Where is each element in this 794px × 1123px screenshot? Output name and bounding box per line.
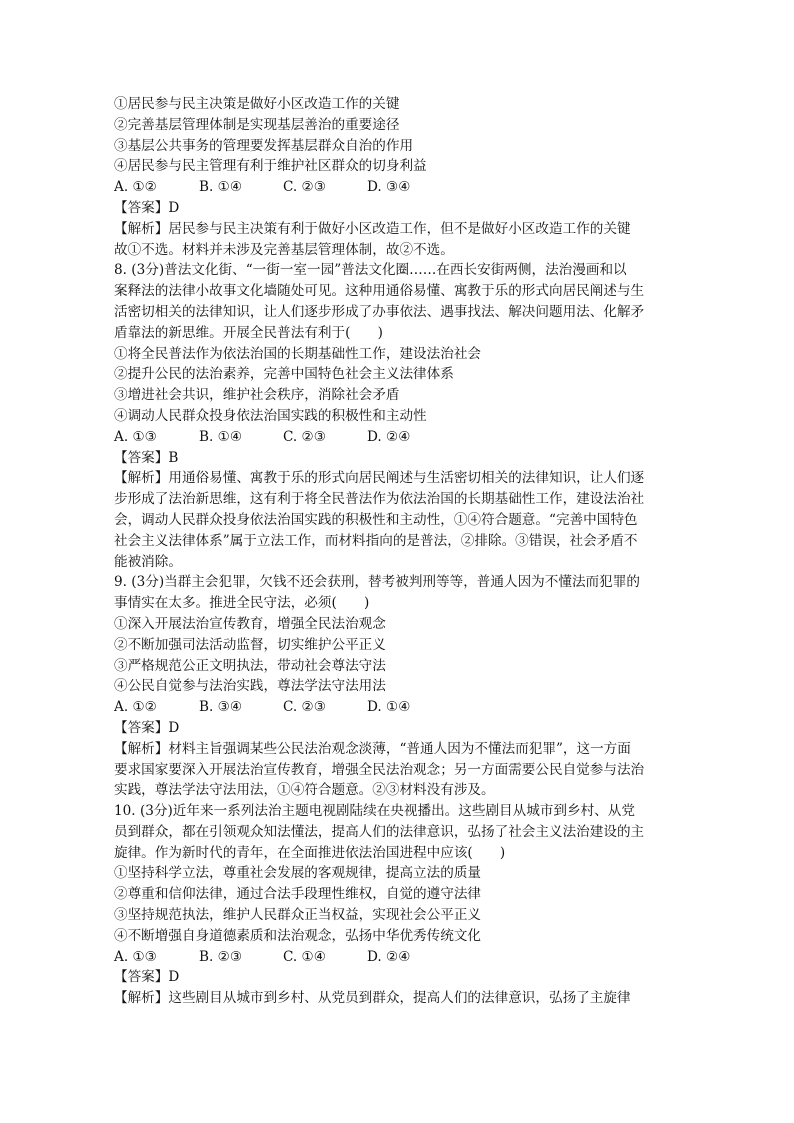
analysis-line: 【解析】居民参与民主决策有利于做好小区改造工作，但不是做好小区改造工作的关键: [114, 220, 631, 237]
statement-3: ③增进社会共识，维护社会秩序，消除社会矛盾: [114, 387, 400, 404]
option-c: C. ②③: [283, 699, 326, 716]
option-c: C. ②③: [283, 428, 326, 445]
answer: 【答案】D: [114, 199, 180, 216]
question-stem-line: 事情实在太多。推进全民守法，必须( ): [114, 595, 370, 612]
answer: 【答案】D: [114, 969, 180, 986]
question-stem-line: 10. (3分)近年来一系列法治主题电视剧陆续在央视播出。这些剧目从城市到乡村、从党: [114, 803, 635, 820]
analysis-line: 实践，尊法学法守法用法，①④符合题意。②③材料没有涉及。: [114, 782, 495, 799]
question-9: [114, 572, 684, 801]
option-d: D. ①④: [367, 699, 411, 716]
statement-3: ③坚持规范执法，维护人民群众正当权益，实现社会公平正义: [114, 907, 482, 924]
option-a: A. ①②: [114, 179, 157, 196]
analysis-line: 能被消除。: [114, 553, 182, 570]
question-10: [114, 801, 684, 1009]
exam-page: [114, 94, 684, 1009]
option-d: D. ②④: [367, 428, 411, 445]
statement-1: ①将全民普法作为依法治国的长期基础性工作，建设法治社会: [114, 345, 482, 362]
statement-2: ②提升公民的法治素养，完善中国特色社会主义法律体系: [114, 366, 454, 383]
statement-2: ②完善基层管理体制是实现基层善治的重要途径: [114, 116, 400, 133]
analysis-line: 社会主义法律体系”属于立法工作，而材料指向的是普法，②排除。③错误，社会矛盾不: [114, 532, 638, 549]
question-stem-line: 员到群众，都在引领观众知法懂法，提高人们的法律意识，弘扬了社会主义法治建设的主: [114, 823, 645, 840]
statement-4: ④不断增强自身道德素质和法治观念，弘扬中华优秀传统文化: [114, 927, 482, 944]
option-b: B. ①④: [199, 428, 243, 445]
option-b: B. ③④: [199, 699, 243, 716]
answer: 【答案】B: [114, 449, 179, 466]
question-stem-line: 9. (3分)当群主会犯罪，欠钱不还会获刑，替考被判刑等等，普通人因为不懂法而犯罪的: [114, 574, 640, 591]
analysis-line: 【解析】这些剧目从城市到乡村、从党员到群众，提高人们的法律意识，弘扬了主旋律: [114, 990, 631, 1007]
option-b: B. ①④: [199, 179, 243, 196]
answer-options: [114, 427, 684, 448]
answer-options: [114, 697, 684, 718]
statement-4: ④居民参与民主管理有利于维护社区群众的切身利益: [114, 158, 427, 175]
analysis-line: 【解析】材料主旨强调某些公民法治观念淡薄，“普通人因为不懂法而犯罪”，这一方面: [114, 740, 631, 757]
statement-2: ②不断加强司法活动监督，切实维护公平正义: [114, 636, 386, 653]
question-stem-line: 活密切相关的法律知识，让人们逐步形成了办事依法、遇事找法、解决问题用法、化解矛: [114, 303, 645, 320]
option-d: D. ③④: [367, 179, 411, 196]
option-a: A. ①③: [114, 948, 157, 965]
analysis-line: 要求国家要深入开展法治宣传教育，增强全民法治观念；另一方面需要公民自觉参与法治: [114, 761, 645, 778]
statement-3: ③严格规范公正文明执法，带动社会尊法守法: [114, 657, 386, 674]
analysis-line: 会，调动人民群众投身依法治国实践的积极性和主动性，①④符合题意。“完善中国特色: [114, 511, 638, 528]
option-b: B. ②③: [199, 948, 243, 965]
question-stem-line: 旋律。作为新时代的青年，在全面推进依法治国进程中应该( ): [114, 844, 506, 861]
statement-1: ①深入开展法治宣传教育，增强全民法治观念: [114, 615, 386, 632]
analysis-line: 步形成了法治新思维，这有利于将全民普法作为依法治国的长期基础性工作，建设法治社: [114, 491, 645, 508]
answer-options: [114, 947, 684, 968]
statement-3: ③基层公共事务的管理要发挥基层群众自治的作用: [114, 137, 414, 154]
option-c: C. ①④: [283, 948, 326, 965]
statement-1: ①坚持科学立法，尊重社会发展的客观规律，提高立法的质量: [114, 865, 482, 882]
statement-2: ②尊重和信仰法律，通过合法手段理性维权，自觉的遵守法律: [114, 886, 482, 903]
statement-4: ④公民自觉参与法治实践，尊法学法守法用法: [114, 678, 386, 695]
option-a: A. ①②: [114, 699, 157, 716]
answer: 【答案】D: [114, 719, 180, 736]
answer-options: [114, 177, 684, 198]
analysis-line: 【解析】用通俗易懂、寓教于乐的形式向居民阐述与生活密切相关的法律知识，让人们逐: [114, 470, 645, 487]
question-stem-line: 8. (3分)普法文化街、“一街一室一园”普法文化圈……在西长安街两侧，法治漫画和以: [114, 262, 627, 279]
option-d: D. ②④: [367, 948, 411, 965]
option-a: A. ①③: [114, 428, 157, 445]
question-stem-line: 案释法的法律小故事文化墙随处可见。这种用通俗易懂、寓教于乐的形式向居民阐述与生: [114, 283, 645, 300]
option-c: C. ②③: [283, 179, 326, 196]
analysis-line: 故①不选。材料并未涉及完善基层管理体制，故②不选。: [114, 241, 454, 258]
statement-1: ①居民参与民主决策是做好小区改造工作的关键: [114, 96, 400, 112]
question-8: [114, 260, 684, 572]
question-stem-line: 盾靠法的新思维。开展全民普法有利于( ): [114, 324, 383, 341]
question-7: [114, 94, 684, 260]
statement-4: ④调动人民群众投身依法治国实践的积极性和主动性: [114, 407, 427, 424]
